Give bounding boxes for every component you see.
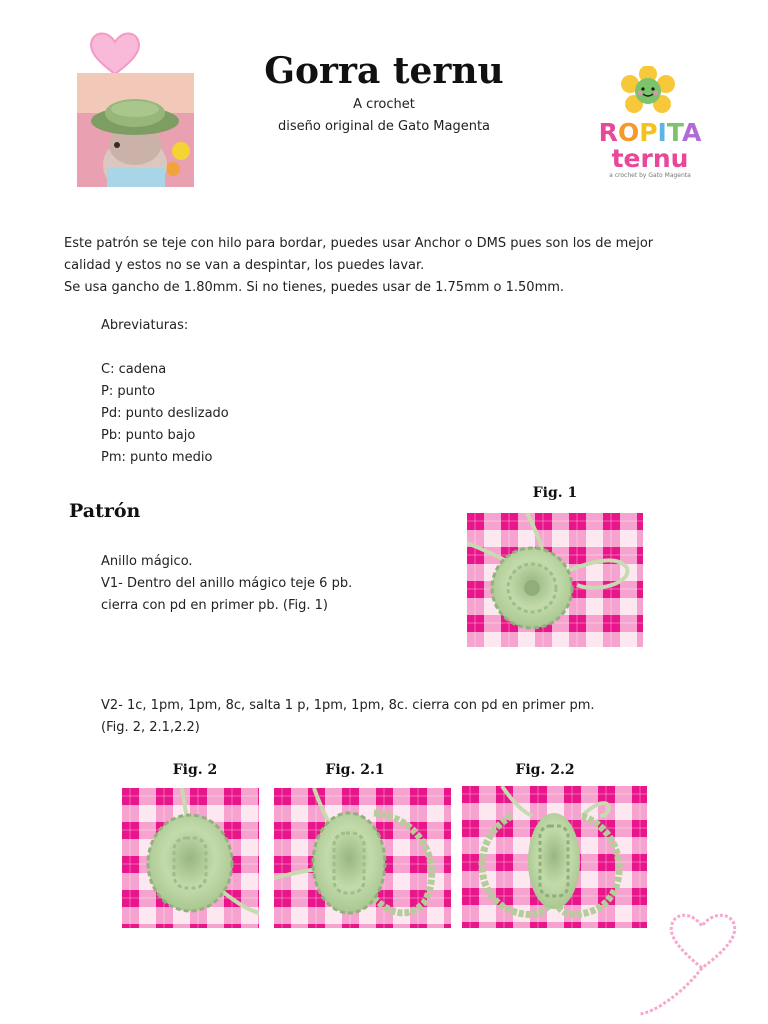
heart-doodle-icon (640, 888, 762, 1018)
logo-letter: P (639, 118, 658, 147)
step-line: V2- 1c, 1pm, 1pm, 8c, salta 1 p, 1pm, 1pm, 8c. cierra con pd en primer pm. (101, 698, 595, 713)
figure-2-photo (122, 788, 259, 928)
step-line: (Fig. 2, 2.1,2.2) (101, 720, 200, 735)
brand-logo (590, 64, 710, 184)
figure-2-1-label: Fig. 2.1 (325, 762, 385, 778)
abbreviations-list (101, 315, 501, 469)
abbreviation-item: P: punto (101, 384, 156, 399)
intro-line: Este patrón se teje con hilo para bordar, puedes usar Anchor o DMS pues son los de mejor (64, 236, 654, 251)
page-title: Gorra ternu (264, 50, 504, 92)
figure-1-photo (467, 513, 643, 647)
pattern-heading: Patrón (69, 500, 141, 522)
step-line: Anillo mágico. (101, 554, 193, 569)
figure-2-2-label: Fig. 2.2 (515, 762, 575, 778)
figure-2-1-photo (274, 788, 451, 928)
subtitle-technique: A crochet (353, 97, 415, 112)
step-line: cierra con pd en primer pb. (Fig. 1) (101, 598, 328, 613)
pattern-step-2 (101, 695, 721, 739)
pattern-step-1 (101, 551, 441, 617)
logo-letter: I (657, 118, 667, 147)
abbreviation-item: C: cadena (101, 362, 167, 377)
logo-letter: A (681, 118, 702, 147)
logo-letter: R (598, 118, 618, 147)
step-line: V1- Dentro del anillo mágico teje 6 pb. (101, 576, 353, 591)
abbreviation-item: Pd: punto deslizado (101, 406, 229, 421)
subtitle-author: diseño original de Gato Magenta (277, 119, 491, 134)
logo-tagline: a crochet by Gato Magenta (609, 172, 691, 179)
figure-2-label: Fig. 2 (172, 762, 218, 778)
intro-line: Se usa gancho de 1.80mm. Si no tienes, puedes usar de 1.75mm o 1.50mm. (64, 280, 565, 295)
intro-line: calidad y estos no se van a despintar, los puedes lavar. (64, 258, 425, 273)
abbreviations-heading: Abreviaturas: (101, 318, 189, 333)
abbreviation-item: Pm: punto medio (101, 450, 213, 465)
logo-wordmark-ternu: ternu (611, 144, 689, 173)
abbreviation-item: Pb: punto bajo (101, 428, 196, 443)
figure-1-label: Fig. 1 (532, 485, 578, 501)
logo-wordmark-ropita (590, 120, 710, 146)
logo-letter: O (617, 118, 640, 147)
logo-letter: T (666, 118, 682, 147)
sunflower-mascot-icon (620, 66, 676, 118)
intro-paragraph (64, 233, 724, 299)
figure-2-2-photo (462, 786, 647, 928)
